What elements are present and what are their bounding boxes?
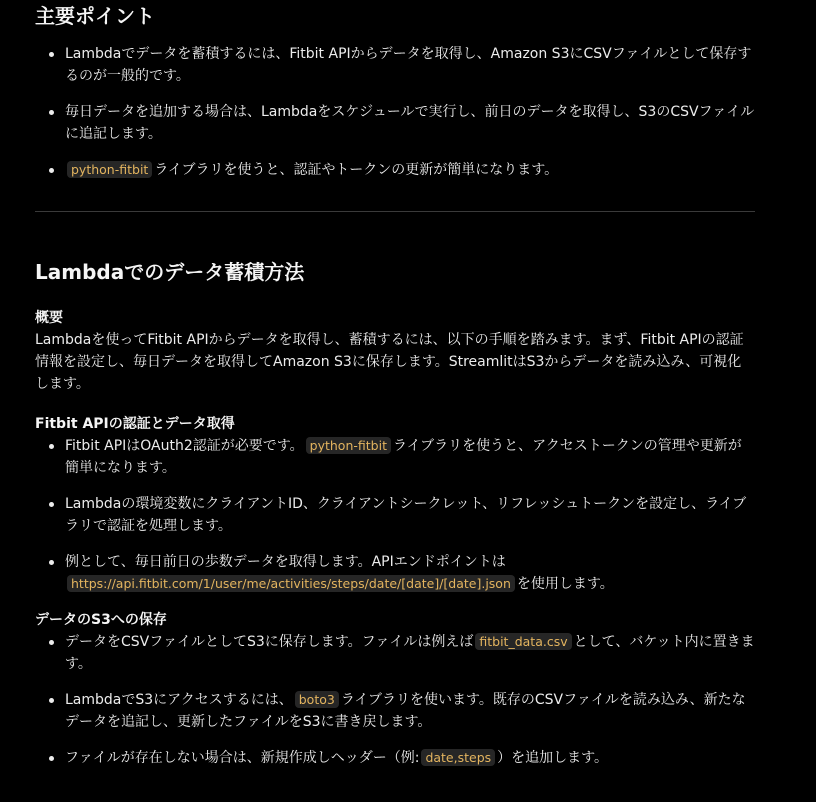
inline-code: python-fitbit xyxy=(67,161,152,178)
s3-list xyxy=(35,631,755,769)
list-item xyxy=(65,159,755,181)
list-item xyxy=(65,43,755,87)
section-divider xyxy=(35,211,755,212)
item-text: LambdaでS3にアクセスするには、 xyxy=(65,692,293,708)
overview-text: Lambdaを使ってFitbit APIからデータを取得し、蓄積するには、以下の手順を踏みます。まず、Fitbit APIの認証情報を設定し、毎日データを取得してAmazon S3に保存します。StreamlitはS3からデータを読み込み、可視化します。 xyxy=(35,332,744,392)
item-text: ）を追加します。 xyxy=(497,750,609,766)
key-points-list xyxy=(35,43,755,181)
list-item xyxy=(65,551,755,595)
item-text: ライブラリを使います。既存のCSVファイルを読み込み、新たなデータを追記し、更新したファイルをS3に書き戻します。 xyxy=(65,692,746,730)
item-text: を使用します。 xyxy=(516,576,614,592)
item-text: 例として、毎日前日の歩数データを取得します。APIエンドポイントは xyxy=(65,554,506,570)
list-item xyxy=(65,689,755,733)
list-item xyxy=(65,747,755,769)
item-text: データをCSVファイルとしてS3に保存します。ファイルは例えば xyxy=(65,634,474,650)
list-item xyxy=(65,493,755,537)
overview-title: 概要 xyxy=(35,310,63,326)
s3-section-title: データのS3への保存 xyxy=(35,612,167,628)
item-text: 毎日データを追加する場合は、Lambdaをスケジュールで実行し、前日のデータを取得し、S3のCSVファイルに追記します。 xyxy=(65,104,755,142)
item-text: ライブラリを使うと、認証やトークンの更新が簡単になります。 xyxy=(154,162,559,178)
item-text: ライブラリを使うと、アクセストークンの管理や更新が簡単になります。 xyxy=(65,438,742,476)
item-text: として、バケット内に置きます。 xyxy=(65,634,755,672)
auth-section-title: Fitbit APIの認証とデータ取得 xyxy=(35,416,235,432)
list-item xyxy=(65,435,755,479)
document-content xyxy=(35,0,755,783)
auth-list xyxy=(35,435,755,595)
inline-code: date,steps xyxy=(421,749,495,766)
list-item xyxy=(65,101,755,145)
item-text: ファイルが存在しない場合は、新規作成しヘッダー（例: xyxy=(65,750,420,766)
item-text: Lambdaの環境変数にクライアントID、クライアントシークレット、リフレッシュトークンを設定し、ライブラリで認証を処理します。 xyxy=(65,496,747,534)
inline-code: python-fitbit xyxy=(306,437,391,454)
lambda-section-heading: Lambdaでのデータ蓄積方法 xyxy=(35,260,305,284)
inline-code: boto3 xyxy=(295,691,339,708)
item-text: Fitbit APIはOAuth2認証が必要です。 xyxy=(65,438,304,454)
inline-code-endpoint: https://api.fitbit.com/1/user/me/activities/steps/date/[date]/[date].json xyxy=(67,575,515,592)
list-item xyxy=(65,631,755,675)
item-text: Lambdaでデータを蓄積するには、Fitbit APIからデータを取得し、Amazon S3にCSVファイルとして保存するのが一般的です。 xyxy=(65,46,752,84)
key-points-heading: 主要ポイント xyxy=(35,4,155,28)
inline-code: fitbit_data.csv xyxy=(475,633,571,650)
